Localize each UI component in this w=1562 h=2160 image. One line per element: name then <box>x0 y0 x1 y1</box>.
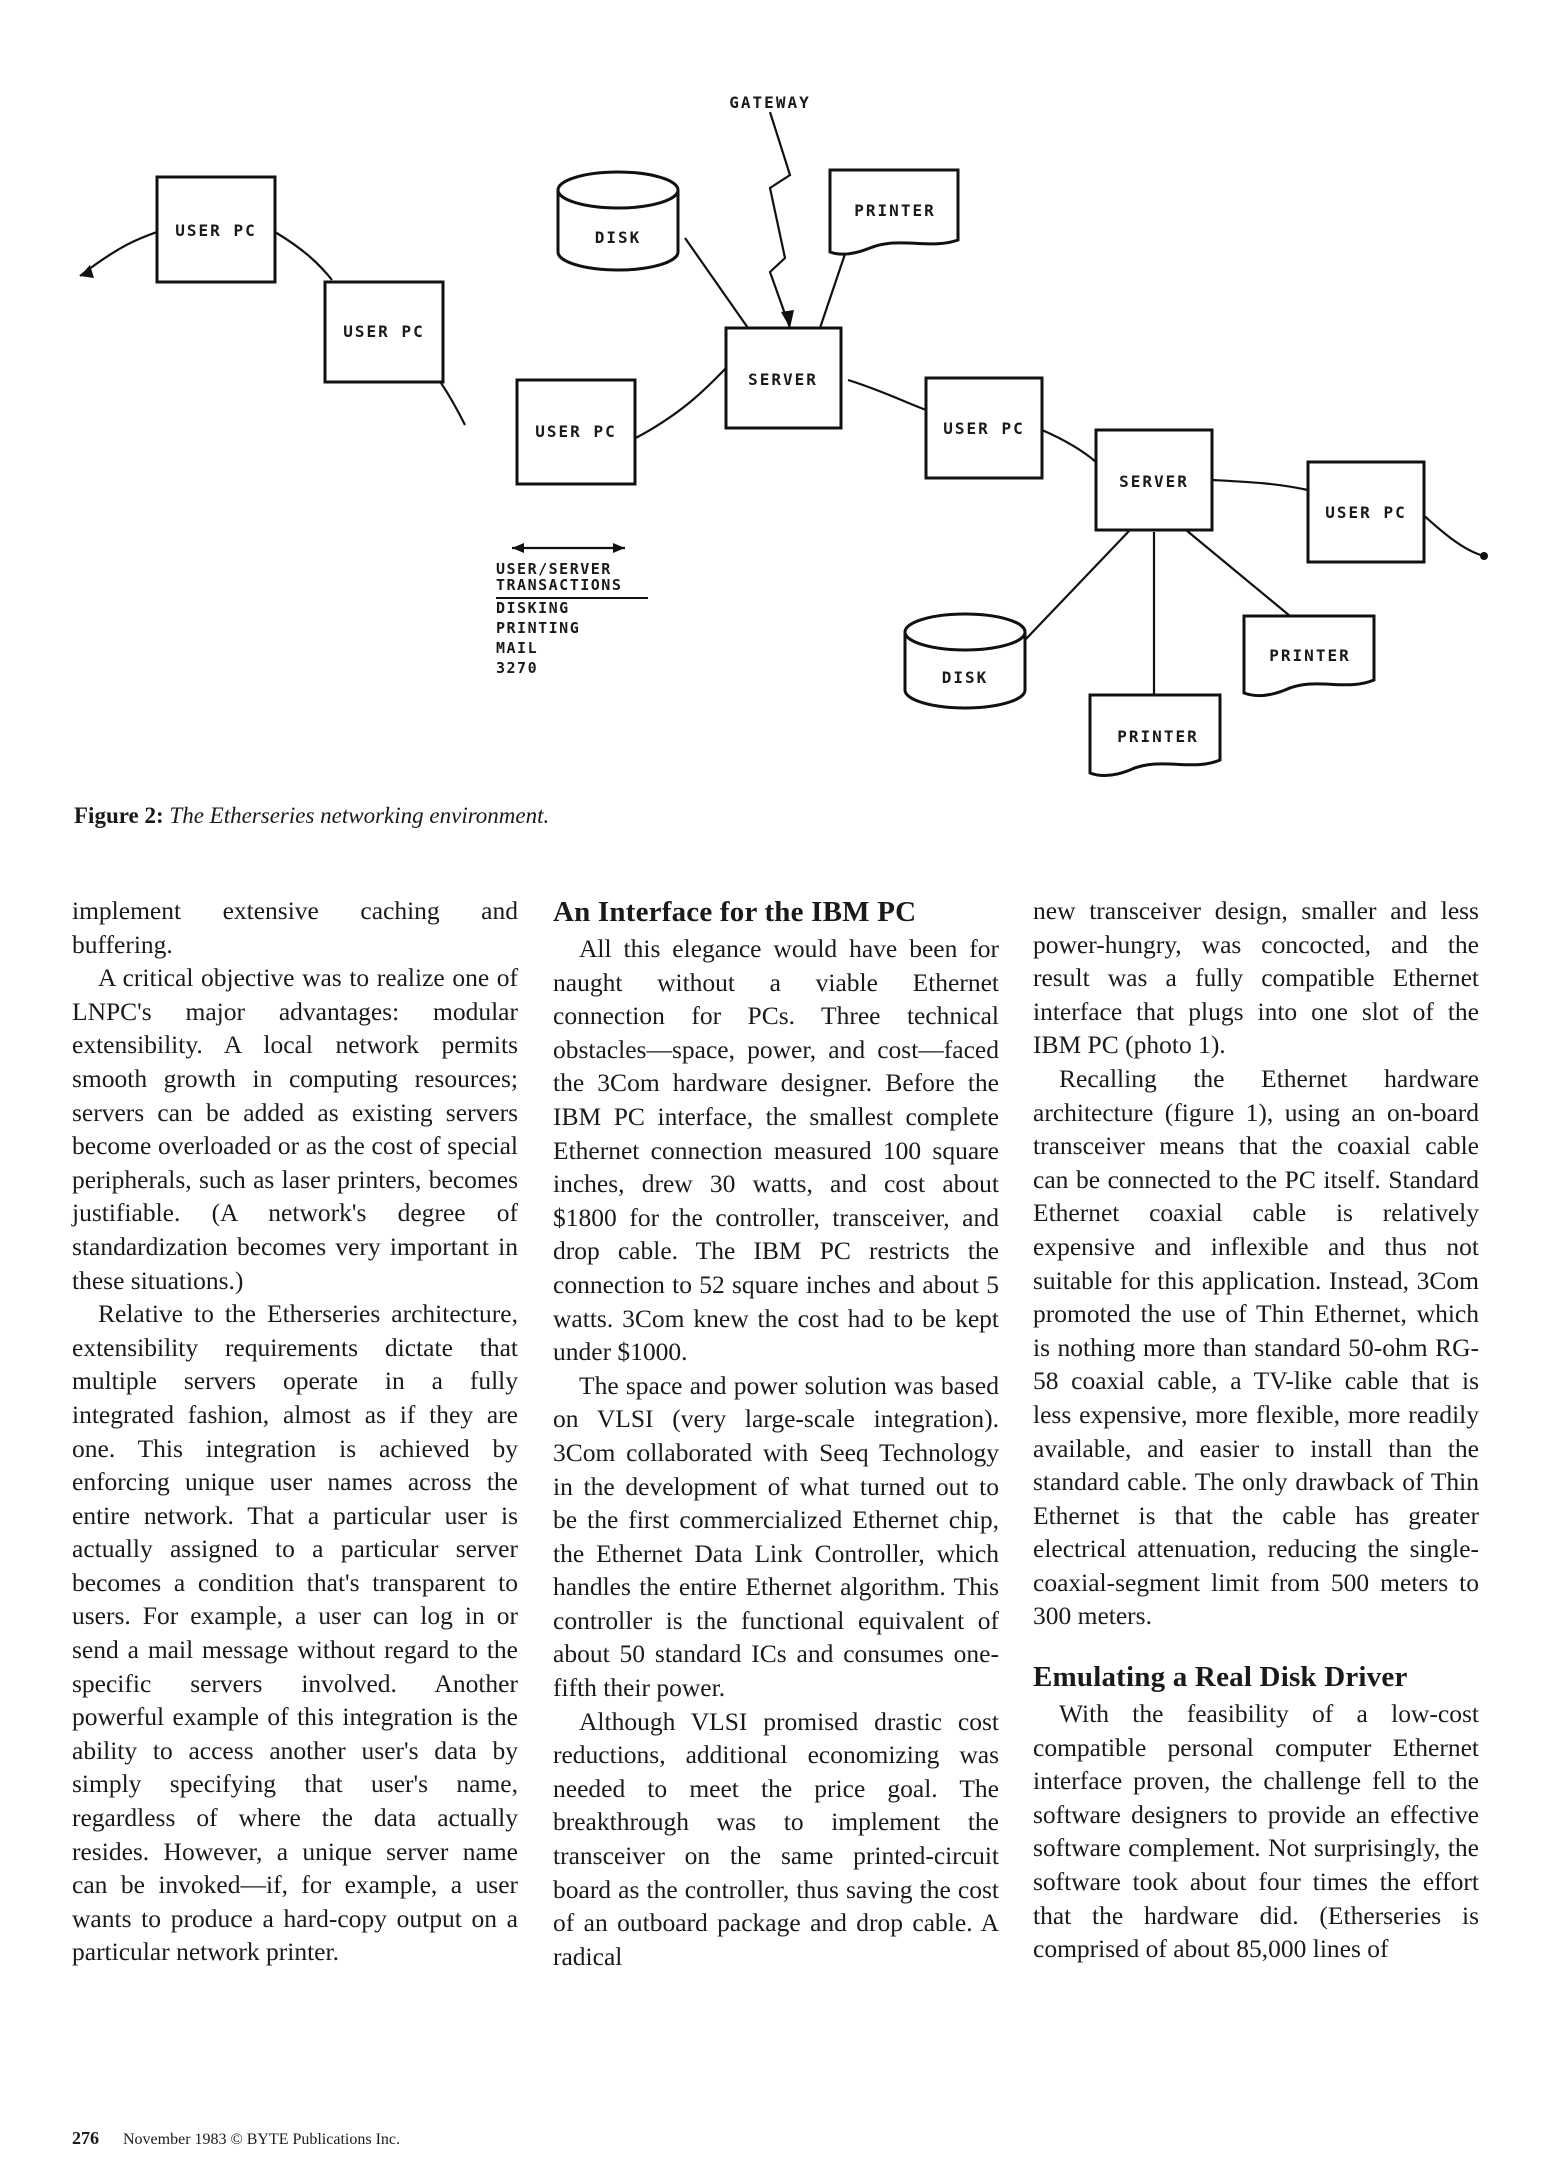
user-pc-node <box>926 378 1042 478</box>
svg-text:USER PC: USER PC <box>175 221 257 240</box>
paragraph: A critical objective was to realize one of LNPC's major advantages: modular extensibility. A local network permits smooth growth in computing resources; servers can be added as existing servers become overloaded or as the cost of special peripherals, such as laser printers, becomes justifiable. (A network's degree of standardization becomes very important in these situations.) <box>72 963 518 1295</box>
text-column-1 <box>72 894 518 1969</box>
paragraph: implement extensive caching and buffering. <box>72 896 518 959</box>
svg-text:SERVER: SERVER <box>748 370 818 389</box>
figure-caption-label: Figure 2: <box>74 803 164 828</box>
svg-text:PRINTER: PRINTER <box>854 201 936 220</box>
svg-text:USER PC: USER PC <box>343 322 425 341</box>
gateway-link <box>770 112 790 328</box>
paragraph: With the feasibility of a low-cost compatible personal computer Ethernet interface proven, the challenge fell to the software designers to provide an effective software complement. Not surprisingly, the software took about four times the effort that the hardware did. (Etherseries is comprised of about 85,000 lines of <box>1033 1699 1479 1964</box>
section-heading: An Interface for the IBM PC <box>553 896 917 928</box>
page-footer <box>72 2128 400 2149</box>
text-column-3 <box>1033 894 1479 1966</box>
gateway-label: GATEWAY <box>729 93 811 112</box>
paragraph: new transceiver design, smaller and less power-hungry, was concocted, and the result was a fully compatible Ethernet interface that plugs into one slot of the IBM PC (photo 1). <box>1033 896 1479 1060</box>
server2-disk-link <box>1025 530 1130 640</box>
svg-text:USER/SERVER: USER/SERVER <box>496 560 612 578</box>
server1-printer-link <box>820 254 845 328</box>
transactions-legend <box>496 543 648 677</box>
user-pc-node <box>517 380 635 484</box>
disk-node <box>558 172 678 270</box>
section-heading: Emulating a Real Disk Driver <box>1033 1661 1408 1694</box>
svg-text:PRINTER: PRINTER <box>1117 727 1199 746</box>
server2-printer-right-link <box>1186 530 1290 616</box>
text-column-2 <box>553 892 999 1973</box>
svg-text:MAIL: MAIL <box>496 639 539 657</box>
server-node <box>726 328 841 428</box>
svg-text:USER PC: USER PC <box>535 422 617 441</box>
paragraph: All this elegance would have been for naught without a viable Ethernet connection for PCs. Three technical obstacles—space, power, and cost—faced the 3Com hardware designer. Before the IBM PC interface, the smallest complete Ethernet connection measured 100 square inches, drew 30 watts, and cost about $1800 for the controller, transceiver, and drop cable. The IBM PC restricts the connection to 52 square inches and about 5 watts. 3Com knew the cost had to be kept under $1000. <box>553 934 999 1367</box>
svg-text:DISK: DISK <box>594 228 642 247</box>
svg-text:SERVER: SERVER <box>1119 472 1189 491</box>
paragraph: Although VLSI promised drastic cost reductions, additional economizing was needed to meet the price goal. The breakthrough was to implement the transceiver on the same printed-circuit board as the controller, thus saving the cost of an outboard package and drop cable. A radical <box>553 1706 999 1971</box>
printer-node <box>1090 695 1220 776</box>
svg-text:TRANSACTIONS: TRANSACTIONS <box>496 576 623 594</box>
server1-disk-link <box>685 238 748 328</box>
paragraph: Recalling the Ethernet hardware architecture (figure 1), using an on-board transceiver means that the coaxial cable can be connected to the PC itself. Standard Ethernet coaxial cable is relatively expensive and inflexible and thus not suitable for this application. Instead, 3Com promoted the use of Thin Ethernet, which is nothing more than standard 50-ohm RG-58 coaxial cable, a TV-like cable that is less expensive, more flexible, more readily available, and easier to install than the standard cable. The only drawback of Thin Ethernet is that the cable has greater electrical attenuation, reducing the single-coaxial-segment limit from 500 meters to 300 meters. <box>1033 1063 1479 1631</box>
svg-text:3270: 3270 <box>496 659 539 677</box>
svg-text:USER PC: USER PC <box>943 419 1025 438</box>
paragraph: Relative to the Etherseries architecture, extensibility requirements dictate that multiple servers operate in a fully integrated fashion, almost as if they are one. This integration is achieved by enforcing unique user names across the entire network. That a particular user is actually assigned to a particular server becomes a condition that's transparent to users. For example, a user can log in or send a mail message without regard to the specific servers involved. Another powerful example of this integration is the ability to access another user's data by simply specifying that user's name, regardless of where the data actually resides. However, a unique server name can be invoked—if, for example, a user wants to produce a hard-copy output on a particular network printer. <box>72 1299 518 1967</box>
user-pc-node <box>157 177 275 282</box>
svg-text:DISKING: DISKING <box>496 599 570 617</box>
gateway-arrow <box>781 310 794 328</box>
printer-node <box>830 170 958 254</box>
svg-text:USER PC: USER PC <box>1325 503 1407 522</box>
figure-caption <box>74 803 549 829</box>
page-number: 276 <box>72 2128 99 2148</box>
user-pc-node <box>325 282 443 382</box>
user-pc-node <box>1308 462 1424 562</box>
svg-text:DISK: DISK <box>941 668 989 687</box>
publication-credit: November 1983 © BYTE Publications Inc. <box>123 2131 400 2148</box>
printer-node <box>1244 616 1374 696</box>
etherseries-network-diagram <box>0 0 1562 800</box>
cable-end-right <box>1480 552 1488 560</box>
server-node <box>1096 430 1212 530</box>
disk-node <box>905 614 1025 708</box>
figure-caption-text: The Etherseries networking environment. <box>169 803 550 828</box>
svg-text:PRINTER: PRINTER <box>1269 646 1351 665</box>
paragraph: The space and power solution was based on VLSI (very large-scale integration). 3Com collaborated with Seeq Technology in the development of what turned out to be the first commercialized Ethernet chip, the Ethernet Data Link Controller, which handles the entire Ethernet algorithm. This controller is the functional equivalent of about 50 standard ICs and consumes one-fifth their power. <box>553 1370 999 1703</box>
svg-text:PRINTING: PRINTING <box>496 619 581 637</box>
